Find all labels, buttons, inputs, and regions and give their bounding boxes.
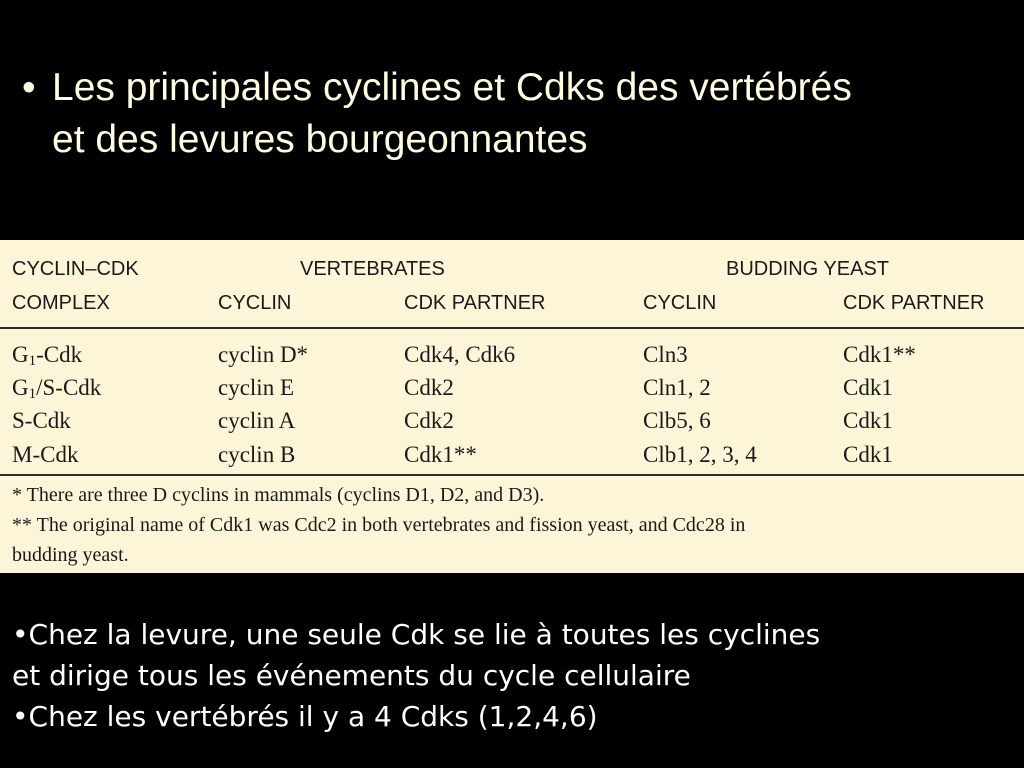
table-cell-complex: $G_1$-Cdk: [12, 342, 83, 369]
header-vertebrate-cdk-partner: CDK PARTNER: [404, 292, 546, 314]
footnote-2-line-2: budding yeast.: [12, 544, 129, 566]
header-complex-line1: CYCLIN–CDK: [12, 258, 139, 280]
table-cell-vertebrate-cdk: Cdk4, Cdk6: [404, 342, 516, 367]
table-cell-yeast-cyclin: Cln3: [643, 342, 688, 367]
table-cell-vertebrate-cyclin: cyclin D*: [218, 342, 309, 367]
table-cell-vertebrate-cdk: Cdk1**: [404, 442, 477, 467]
table-cell-vertebrate-cdk: Cdk2: [404, 408, 454, 433]
title-text: [52, 62, 1012, 166]
table-cell-vertebrate-cyclin: cyclin A: [218, 408, 296, 433]
cyclin-cdk-table: [0, 240, 1024, 573]
footnote-1: * There are three D cyclins in mammals (cyclins D1, D2, and D3).: [12, 484, 545, 506]
table-cell-complex: M-Cdk: [12, 442, 79, 467]
body-bullet-1-line-1: •Chez la levure, une seule Cdk se lie à toutes les cyclines: [12, 618, 821, 651]
title-line-2: et des levures bourgeonnantes: [52, 118, 588, 161]
table-cell-yeast-cyclin: Cln1, 2: [643, 375, 711, 400]
body-bullet-1-line-2: et dirige tous les événements du cycle cellulaire: [12, 659, 691, 692]
header-yeast-cyclin: CYCLIN: [643, 292, 717, 314]
table-cell-yeast-cdk: Cdk1**: [843, 342, 916, 367]
body-bullet-2: •Chez les vertébrés il y a 4 Cdks (1,2,4,6): [12, 700, 598, 733]
body-rule: [0, 474, 1024, 476]
table-cell-yeast-cyclin: Clb5, 6: [643, 408, 711, 433]
header-complex-line2: COMPLEX: [12, 292, 110, 314]
table-cell-yeast-cdk: Cdk1: [843, 442, 893, 467]
table-cell-complex: S-Cdk: [12, 408, 71, 433]
header-budding-yeast: BUDDING YEAST: [726, 258, 889, 280]
slide-title: [22, 62, 1012, 166]
title-bullet: •: [22, 66, 36, 109]
header-rule: [0, 327, 1024, 329]
table-cell-vertebrate-cyclin: cyclin B: [218, 442, 296, 467]
slide-body: [12, 614, 1012, 737]
header-vertebrates: VERTEBRATES: [300, 258, 445, 280]
table-cell-yeast-cdk: Cdk1: [843, 375, 893, 400]
header-vertebrate-cyclin: CYCLIN: [218, 292, 292, 314]
table-cell-complex: $G_1/S$-Cdk: [12, 375, 102, 402]
table-cell-yeast-cyclin: Clb1, 2, 3, 4: [643, 442, 757, 467]
table-cell-vertebrate-cdk: Cdk2: [404, 375, 454, 400]
header-yeast-cdk-partner: CDK PARTNER: [843, 292, 985, 314]
footnote-2-line-1: ** The original name of Cdk1 was Cdc2 in both vertebrates and fission yeast, and Cdc28 in: [12, 514, 746, 536]
table-cell-vertebrate-cyclin: cyclin E: [218, 375, 294, 400]
title-line-1: Les principales cyclines et Cdks des vertébrés: [52, 66, 852, 109]
table-cell-yeast-cdk: Cdk1: [843, 408, 893, 433]
